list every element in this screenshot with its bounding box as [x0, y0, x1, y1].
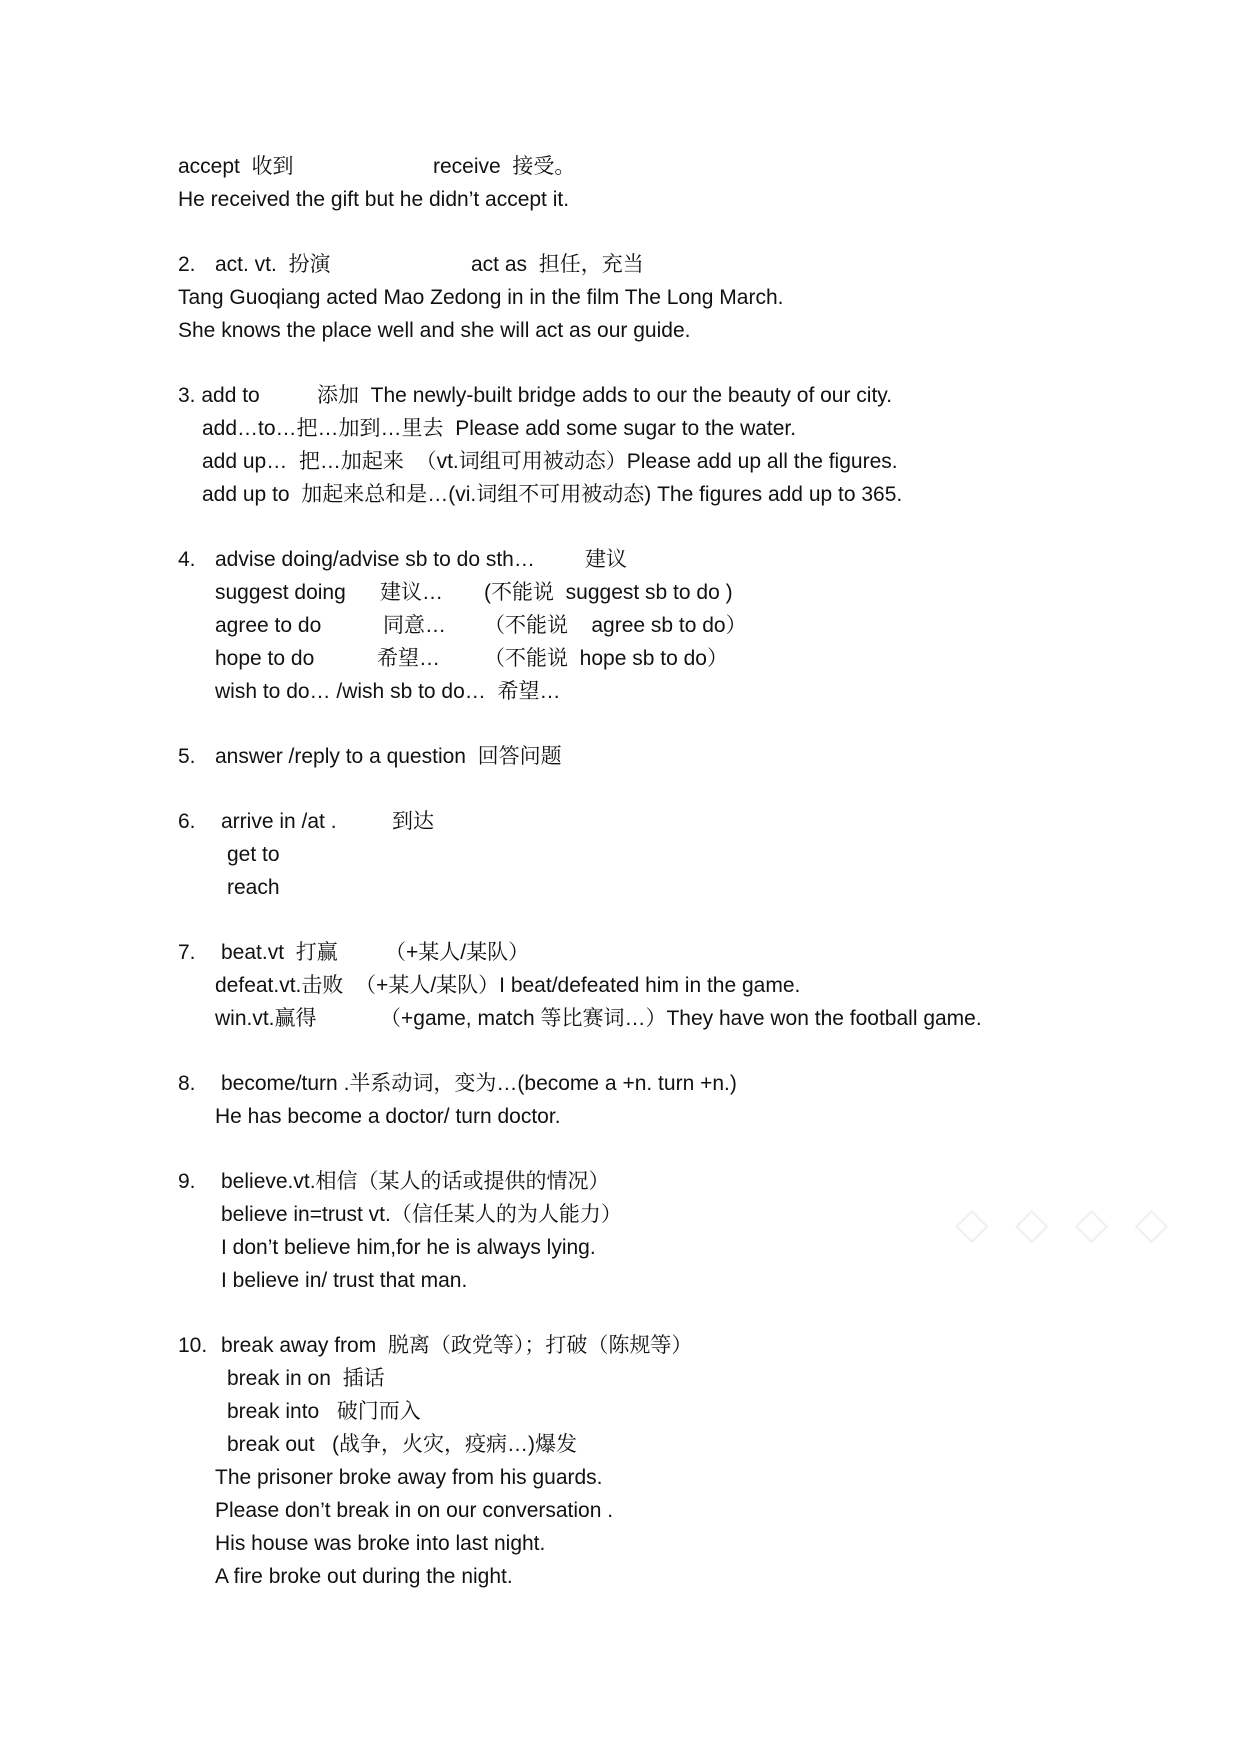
text-line: win.vt.赢得: [215, 1007, 317, 1030]
text-line: reach: [227, 876, 280, 899]
text-line: hope to do: [215, 647, 315, 670]
text-line: Please don’t break in on our conversation .: [215, 1499, 614, 1522]
text-line: 到达: [392, 810, 434, 833]
text-line: add up… 把…加起来 （vt.词组可用被动态）Please add up all the figures.: [202, 450, 898, 473]
text-line: break out (战争，火灾，疫病…)爆发: [227, 1433, 578, 1456]
text-line: I believe in/ trust that man.: [221, 1269, 468, 1292]
text-line: answer /reply to a question 回答问题: [215, 745, 562, 768]
text-line: 6.: [178, 810, 196, 833]
text-line: receive 接受。: [433, 155, 576, 178]
text-line: He has become a doctor/ turn doctor.: [215, 1105, 561, 1128]
text-line: 2.: [178, 253, 196, 276]
text-line: 9.: [178, 1170, 196, 1193]
text-line: become/turn .半系动词，变为…(become a +n. turn +n.): [221, 1072, 737, 1095]
text-line: 10.: [178, 1334, 208, 1357]
text-line: Tang Guoqiang acted Mao Zedong in in the film The Long March.: [178, 286, 784, 309]
text-line: His house was broke into last night.: [215, 1532, 546, 1555]
text-line: A fire broke out during the night.: [215, 1565, 513, 1588]
text-line: （不能说 agree sb to do）: [484, 614, 747, 637]
text-line: (不能说 suggest sb to do ): [484, 581, 733, 604]
text-line: add up to 加起来总和是…(vi.词组不可用被动态) The figures add up to 365.: [202, 483, 903, 506]
text-line: （+game, match 等比赛词…）They have won the football game.: [380, 1007, 982, 1030]
text-line: 希望…: [377, 647, 440, 670]
text-line: He received the gift but he didn’t accept it.: [178, 188, 570, 211]
text-line: I don’t believe him,for he is always lying.: [221, 1236, 596, 1259]
text-line: 建议…: [380, 581, 443, 604]
text-line: advise doing/advise sb to do sth…: [215, 548, 535, 571]
text-line: break into 破门而入: [227, 1400, 421, 1423]
text-line: She knows the place well and she will act as our guide.: [178, 319, 691, 342]
text-line: wish to do… /wish sb to do… 希望…: [215, 680, 561, 703]
watermark-mark: ◇ ◇ ◇ ◇: [955, 1198, 1175, 1249]
text-line: The prisoner broke away from his guards.: [215, 1466, 603, 1489]
text-line: act as 担任，充当: [471, 253, 644, 276]
text-line: suggest doing: [215, 581, 346, 604]
text-line: defeat.vt.击败 （+某人/某队）I beat/defeated him in the game.: [215, 974, 801, 997]
text-line: accept 收到: [178, 155, 294, 178]
text-line: 添加 The newly-built bridge adds to our the beauty of our city.: [317, 384, 893, 407]
text-line: 3. add to: [178, 384, 260, 407]
text-line: break in on 插话: [227, 1367, 385, 1390]
text-line: 4.: [178, 548, 196, 571]
text-line: add…to…把…加到…里去 Please add some sugar to the water.: [202, 417, 797, 440]
text-line: 5.: [178, 745, 196, 768]
text-line: get to: [227, 843, 280, 866]
text-line: 8.: [178, 1072, 196, 1095]
text-line: beat.vt 打赢: [221, 941, 338, 964]
text-line: arrive in /at .: [221, 810, 337, 833]
text-line: agree to do: [215, 614, 322, 637]
text-line: believe.vt.相信（某人的话或提供的情况）: [221, 1170, 610, 1193]
text-line: （+某人/某队）: [385, 941, 530, 964]
text-line: break away from 脱离（政党等）；打破（陈规等）: [221, 1334, 693, 1357]
text-line: act. vt. 扮演: [215, 253, 331, 276]
text-line: 建议: [585, 548, 627, 571]
text-line: 同意…: [383, 614, 446, 637]
text-line: believe in=trust vt.（信任某人的为人能力）: [221, 1203, 622, 1226]
text-line: 7.: [178, 941, 196, 964]
text-line: （不能说 hope sb to do）: [484, 647, 728, 670]
